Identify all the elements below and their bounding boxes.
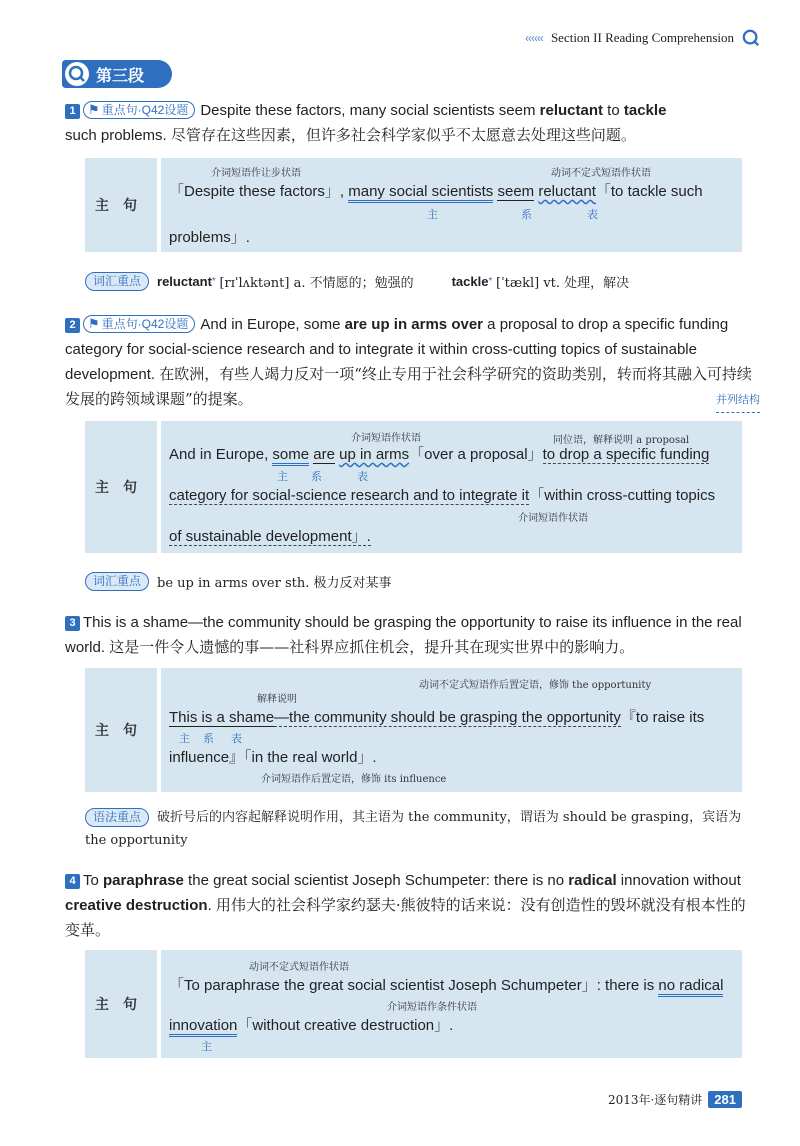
clause: And in Europe, [169, 446, 273, 463]
subject: innovation [169, 1017, 237, 1037]
paragraph-2 [65, 312, 760, 413]
annotation: 解释说明 [257, 694, 297, 705]
linking-verb: are [313, 446, 335, 463]
tag-label: 重点句·Q42设题 [101, 103, 189, 117]
role-mark: 表 [587, 209, 600, 221]
vocab-definition: be up in arms over sth. 极力反对某事 [157, 576, 392, 591]
analysis-line-3 [169, 525, 371, 546]
grammar-note [85, 806, 760, 852]
vocab-definition: [rɪˈlʌktənt] a. 不情愿的；勉强的 [219, 276, 414, 291]
explanation: —the community should be grasping the opportunity [274, 709, 621, 726]
annotation: 动词不定式短语作状语 [551, 168, 651, 179]
linking-verb: seem [497, 183, 535, 200]
sentence-number: 2 [65, 318, 80, 333]
vocab-tag: 词汇重点 [85, 572, 149, 591]
role-mark: 系 [311, 471, 324, 483]
analysis-box-3 [85, 668, 742, 792]
section-title [62, 60, 172, 88]
subject: some [272, 446, 309, 466]
subject: no radical [658, 977, 723, 997]
chinese-translation: 用伟大的社会科学家约瑟夫·熊彼特的话来说：没有创造性的毁坏就没有根本性的变革。 [65, 896, 746, 939]
header-arrows: ‹‹‹‹‹‹ [524, 31, 543, 45]
role-mark: 系 [521, 209, 534, 221]
sentence-text: the great social scientist Joseph Schumpeter: there is no [183, 872, 569, 889]
role-mark: 表 [231, 733, 244, 745]
chinese-translation: 这是一件令人遗憾的事——社科界应抓住机会，提升其在现实世界中的影响力。 [109, 638, 635, 656]
box-label: 主 句 [85, 668, 157, 792]
vocab-tag: 词汇重点 [85, 272, 149, 291]
keyword: creative destruction [65, 897, 208, 914]
flag-icon: ⚑ [88, 316, 100, 331]
annotation: 动词不定式短语作状语 [249, 962, 349, 973]
clause: 「without creative destruction」. [237, 1017, 454, 1034]
analysis-content [161, 421, 742, 553]
box-label: 主 句 [85, 158, 157, 252]
sentence-text: To [83, 872, 104, 889]
section-title-text: 第三段 [96, 67, 145, 85]
sentence-number: 3 [65, 616, 80, 631]
chinese-translation: 在欧洲，有些人竭力反对一项“终止专用于社会科学研究的资助类别，转而将其融入可持续发展的跨领域课题”的提案。 [65, 365, 752, 408]
analysis-line-2: influence』「in the real world」. [169, 749, 377, 766]
grammar-tag: 语法重点 [85, 808, 149, 827]
analysis-line-2 [169, 484, 715, 505]
magnifier-q-icon [64, 61, 90, 87]
main-clause: This is a shame [169, 709, 275, 726]
chinese-translation: 尽管存在这些因素，但许多社会科学家似乎不太愿意去处理这些问题。 [170, 126, 636, 144]
vocab-definition: [ˈtækl] vt. 处理，解决 [496, 276, 630, 291]
clause: 「Despite these factors」, [169, 183, 349, 200]
flag-icon: ⚑ [88, 102, 100, 117]
sentence-text: And in Europe, some [200, 316, 345, 333]
analysis-line-1 [169, 443, 709, 464]
sentence-text: such problems. [65, 127, 167, 144]
footer-text: 2013年·逐句精讲 [607, 1093, 703, 1107]
vocab-row-1: 词汇重点 reluctant * [rɪˈlʌktənt] a. 不情愿的；勉强的 tackle * [ˈtækl] vt. 处理，解决 [85, 272, 629, 291]
clause: 「over a proposal」 [409, 446, 543, 463]
predicative: up in arms [339, 446, 410, 463]
annotation: 动词不定式短语作后置定语，修饰 the opportunity [419, 680, 652, 691]
clause: 『to raise its [620, 709, 705, 726]
analysis-box-2 [85, 421, 742, 553]
analysis-box-4 [85, 950, 742, 1058]
role-mark: 表 [357, 471, 370, 483]
clause: 「To paraphrase the great social scientist Joseph Schumpeter」: there is [169, 977, 659, 994]
sentence-number: 1 [65, 104, 80, 119]
keyword: reluctant [539, 102, 604, 119]
annotation: 介词短语作条件状语 [387, 1002, 477, 1013]
keyword: paraphrase [103, 872, 184, 889]
annotation: 介词短语作让步状语 [211, 168, 301, 179]
clause: of sustainable development」. [169, 528, 371, 545]
keyword: tackle [623, 102, 667, 119]
page-footer [608, 1091, 742, 1108]
paragraph-4 [65, 868, 760, 943]
grammar-text: 破折号后的内容起解释说明作用，其主语为 the community，谓语为 should be grasping，宾语为 the opportunity [85, 810, 742, 848]
tag-label: 重点句·Q42设题 [101, 317, 189, 331]
magnifier-q-icon [742, 29, 760, 47]
clause: category for social-science research and to integrate it [169, 487, 530, 504]
role-mark: 主 [277, 471, 290, 483]
role-mark: 主 [179, 733, 192, 745]
predicative: reluctant [538, 183, 596, 200]
vocab-word: reluctant [157, 274, 212, 289]
paragraph-3 [65, 610, 760, 660]
sentence-number: 4 [65, 874, 80, 889]
sentence-text: innovation without [616, 872, 741, 889]
annotation: 介词短语作状语 [351, 433, 421, 444]
analysis-content [161, 158, 742, 252]
role-mark: 主 [201, 1041, 214, 1053]
analysis-line-1 [169, 180, 703, 201]
role-mark: 主 [427, 209, 440, 221]
key-sentence-tag [83, 101, 195, 119]
paragraph-1 [65, 98, 760, 148]
analysis-line-2 [169, 1014, 453, 1035]
sentence-text: . [207, 897, 212, 914]
vocab-word: tackle [451, 274, 489, 289]
sentence-text: a proposal to drop a specific funding category for social-science research and to integrate it within cross-cutting topics of sustainable development. [65, 316, 729, 383]
clause: to drop a specific funding [542, 446, 710, 463]
sentence-text: to [603, 102, 624, 119]
sentence-text: This is a shame—the community should be grasping the opportunity to raise its influence in the real world. [65, 614, 742, 656]
analysis-content [161, 668, 742, 792]
analysis-content [161, 950, 742, 1058]
clause: 「within cross-cutting topics [529, 487, 716, 504]
header-title: Section II Reading Comprehension [550, 30, 734, 45]
subject: many social scientists [348, 183, 493, 203]
analysis-box-1 [85, 158, 742, 252]
role-mark: 系 [203, 733, 216, 745]
analysis-line-2: problems」. [169, 229, 250, 246]
key-sentence-tag [83, 315, 195, 333]
analysis-line-1 [169, 706, 704, 727]
box-label: 主 句 [85, 950, 157, 1058]
box-label: 主 句 [85, 421, 157, 553]
vocab-row-2 [85, 572, 392, 591]
annotation: 同位语，解释说明 a proposal [553, 435, 690, 446]
annotation: 介词短语作后置定语，修饰 its influence [261, 774, 447, 785]
keyword: are up in arms over [344, 316, 484, 333]
side-note: 并列结构 [716, 387, 760, 413]
sentence-text: Despite these factors, many social scientists seem [200, 102, 540, 119]
clause: 「to tackle such [595, 183, 703, 200]
page-header [525, 26, 760, 50]
annotation: 介词短语作状语 [518, 513, 588, 524]
analysis-line-1 [169, 974, 723, 995]
page-number: 281 [708, 1091, 742, 1108]
keyword: radical [568, 872, 617, 889]
